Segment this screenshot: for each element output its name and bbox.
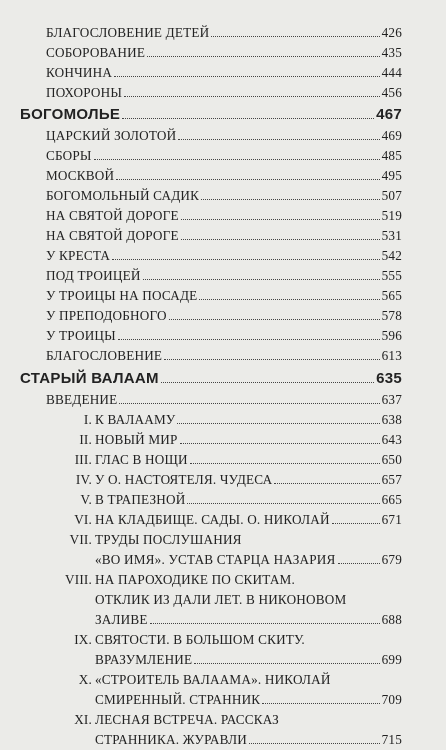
- toc-entry: [46, 347, 402, 364]
- chapter-page: 650: [381, 452, 402, 467]
- chapter-title: ОТКЛИК ИЗ ДАЛИ ЛЕТ. В НИКОНОВОМ: [95, 592, 347, 607]
- chapter-title: ВРАЗУМЛЕНИЕ: [95, 652, 193, 667]
- toc-entry: [46, 327, 402, 344]
- toc-entry-page: 578: [381, 308, 402, 323]
- chapter-number: IX.: [74, 632, 92, 647]
- toc-entry-title: БОГОМОЛЬНЫЙ САДИК: [46, 188, 200, 203]
- chapter-page: 715: [381, 732, 402, 747]
- dot-leader: [199, 299, 379, 300]
- chapter-title: НА ПАРОХОДИКЕ ПО СКИТАМ.: [95, 572, 295, 587]
- chapter-page: 671: [381, 512, 402, 527]
- dot-leader: [338, 563, 380, 564]
- chapter-entry-line: [95, 611, 402, 628]
- toc-entry: [46, 187, 402, 204]
- dot-leader: [116, 179, 379, 180]
- toc-entry-page: 485: [381, 148, 402, 163]
- chapter-page: 643: [381, 432, 402, 447]
- chapter-title: СМИРЕННЫЙ. СТРАННИК: [95, 692, 261, 707]
- toc-entry: [46, 44, 402, 61]
- dot-leader: [119, 403, 379, 404]
- chapter-number: IV.: [75, 472, 92, 487]
- chapter-title: ЛЕСНАЯ ВСТРЕЧА. РАССКАЗ: [95, 712, 279, 727]
- section-title: БОГОМОЛЬЕ: [20, 106, 121, 123]
- chapter-entry-line: [46, 531, 242, 548]
- dot-leader: [124, 96, 380, 97]
- toc-entry: [46, 227, 402, 244]
- toc-entry-page: 435: [381, 45, 402, 60]
- dot-leader: [181, 219, 380, 220]
- chapter-entry: [46, 411, 402, 428]
- chapter-entry: [46, 431, 402, 448]
- chapter-title: СТРАННИКА. ЖУРАВЛИ: [95, 732, 248, 747]
- toc-entry-title: МОСКВОЙ: [46, 168, 115, 183]
- toc-entry-title: У ТРОИЦЫ: [46, 328, 116, 343]
- dot-leader: [332, 523, 380, 524]
- chapter-page: 665: [381, 492, 402, 507]
- dot-leader: [143, 279, 380, 280]
- dot-leader: [262, 703, 379, 704]
- toc-entry-title: НА СВЯТОЙ ДОРОГЕ: [46, 228, 179, 243]
- toc-entry-page: 456: [381, 85, 402, 100]
- dot-leader: [112, 259, 379, 260]
- dot-leader: [118, 339, 380, 340]
- section-heading-valaam: [20, 370, 402, 388]
- toc-entry-title: БЛАГОСЛОВЕНИЕ ДЕТЕЙ: [46, 25, 210, 40]
- toc-entry-page: 507: [381, 188, 402, 203]
- chapter-number: X.: [78, 672, 92, 687]
- chapter-entry-line: [95, 651, 402, 668]
- chapter-page: 638: [381, 412, 402, 427]
- dot-leader: [187, 503, 379, 504]
- chapter-page: 709: [381, 692, 402, 707]
- toc-entry-title: СБОРЫ: [46, 148, 92, 163]
- dot-leader: [190, 463, 380, 464]
- chapter-number: III.: [74, 452, 92, 467]
- toc-entry-title: СОБОРОВАНИЕ: [46, 45, 146, 60]
- chapter-entry-line: [95, 551, 402, 568]
- chapter-page: 699: [381, 652, 402, 667]
- chapter-page: 657: [381, 472, 402, 487]
- chapter-title: «СТРОИТЕЛЬ ВАЛААМА». НИКОЛАЙ: [95, 672, 331, 687]
- toc-entry-title: НА СВЯТОЙ ДОРОГЕ: [46, 208, 179, 223]
- toc-entry-page: 637: [381, 392, 402, 407]
- chapter-number: V.: [80, 492, 92, 507]
- chapter-number: VI.: [74, 512, 92, 527]
- chapter-entry: [46, 451, 402, 468]
- toc-entry: [46, 127, 402, 144]
- toc-entry-title: У ТРОИЦЫ НА ПОСАДЕ: [46, 288, 198, 303]
- dot-leader: [194, 663, 379, 664]
- toc-entry-title: ПОД ТРОИЦЕЙ: [46, 268, 141, 283]
- chapter-title: НА КЛАДБИЩЕ. САДЫ. О. НИКОЛАЙ: [95, 512, 330, 527]
- chapter-number: II.: [79, 432, 92, 447]
- toc-entry: [46, 84, 402, 101]
- chapter-entry-line: [46, 631, 305, 648]
- chapter-title: ГЛАС В НОЩИ: [95, 452, 188, 467]
- toc-entry-page: 444: [381, 65, 402, 80]
- dot-leader: [164, 359, 379, 360]
- chapter-number: I.: [83, 412, 92, 427]
- toc-entry-title: У КРЕСТА: [46, 248, 111, 263]
- chapter-entry-line: [95, 591, 346, 608]
- dot-leader: [161, 382, 374, 383]
- toc-entry-title: У ПРЕПОДОБНОГО: [46, 308, 167, 323]
- toc-entry-page: 565: [381, 288, 402, 303]
- toc-entry: [46, 64, 402, 81]
- chapter-entry-line: [46, 671, 331, 688]
- toc-entry: [46, 287, 402, 304]
- chapter-title: НОВЫЙ МИР: [95, 432, 178, 447]
- chapter-title: В ТРАПЕЗНОЙ: [95, 492, 186, 507]
- dot-leader: [147, 56, 379, 57]
- chapter-number: VIII.: [65, 572, 92, 587]
- toc-entry-page: 469: [381, 128, 402, 143]
- toc-entry-title: ПОХОРОНЫ: [46, 85, 123, 100]
- toc-entry-title: ЦАРСКИЙ ЗОЛОТОЙ: [46, 128, 177, 143]
- dot-leader: [178, 139, 379, 140]
- chapter-number: VII.: [69, 532, 92, 547]
- toc-entry-title: БЛАГОСЛОВЕНИЕ: [46, 348, 163, 363]
- toc-entry: [46, 24, 402, 41]
- chapter-entry: [46, 491, 402, 508]
- chapter-page: 679: [381, 552, 402, 567]
- dot-leader: [180, 443, 380, 444]
- section-page: 635: [376, 370, 402, 387]
- chapter-entry-line: [46, 711, 279, 728]
- section-title: СТАРЫЙ ВАЛААМ: [20, 370, 159, 387]
- chapter-entry-line: [95, 731, 402, 748]
- toc-entry: [46, 167, 402, 184]
- chapter-title: ЗАЛИВЕ: [95, 612, 148, 627]
- dot-leader: [169, 319, 380, 320]
- chapter-title: «ВО ИМЯ». УСТАВ СТАРЦА НАЗАРИЯ: [95, 552, 336, 567]
- chapter-title: У О. НАСТОЯТЕЛЯ. ЧУДЕСА: [95, 472, 273, 487]
- dot-leader: [201, 199, 379, 200]
- dot-leader: [94, 159, 380, 160]
- toc-entry: [46, 307, 402, 324]
- dot-leader: [114, 76, 380, 77]
- dot-leader: [211, 36, 379, 37]
- toc-entry-page: 555: [381, 268, 402, 283]
- section-page: 467: [376, 106, 402, 123]
- chapter-title: К ВАЛААМУ: [95, 412, 176, 427]
- dot-leader: [249, 743, 380, 744]
- toc-entry-title: ВВЕДЕНИЕ: [46, 392, 118, 407]
- toc-entry-page: 613: [381, 348, 402, 363]
- chapter-number: XI.: [74, 712, 92, 727]
- toc-entry-title: КОНЧИНА: [46, 65, 113, 80]
- toc-entry: [46, 147, 402, 164]
- toc-entry-page: 519: [381, 208, 402, 223]
- dot-leader: [122, 118, 374, 119]
- toc-entry-page: 542: [381, 248, 402, 263]
- dot-leader: [181, 239, 380, 240]
- toc-entry-page: 531: [381, 228, 402, 243]
- toc-entry: [46, 207, 402, 224]
- chapter-page: 688: [381, 612, 402, 627]
- dot-leader: [274, 483, 379, 484]
- chapter-title: ТРУДЫ ПОСЛУШАНИЯ: [95, 532, 242, 547]
- chapter-entry: [46, 511, 402, 528]
- chapter-entry-line: [95, 691, 402, 708]
- chapter-title: СВЯТОСТИ. В БОЛЬШОМ СКИТУ.: [95, 632, 305, 647]
- dot-leader: [177, 423, 379, 424]
- toc-entry-page: 495: [381, 168, 402, 183]
- chapter-entry-line: [46, 571, 295, 588]
- toc-entry: [46, 247, 402, 264]
- toc-entry-page: 596: [381, 328, 402, 343]
- toc-entry: [46, 391, 402, 408]
- dot-leader: [150, 623, 380, 624]
- toc-entry: [46, 267, 402, 284]
- toc-entry-page: 426: [381, 25, 402, 40]
- section-heading-bogomolye: [20, 106, 402, 124]
- chapter-entry: [46, 471, 402, 488]
